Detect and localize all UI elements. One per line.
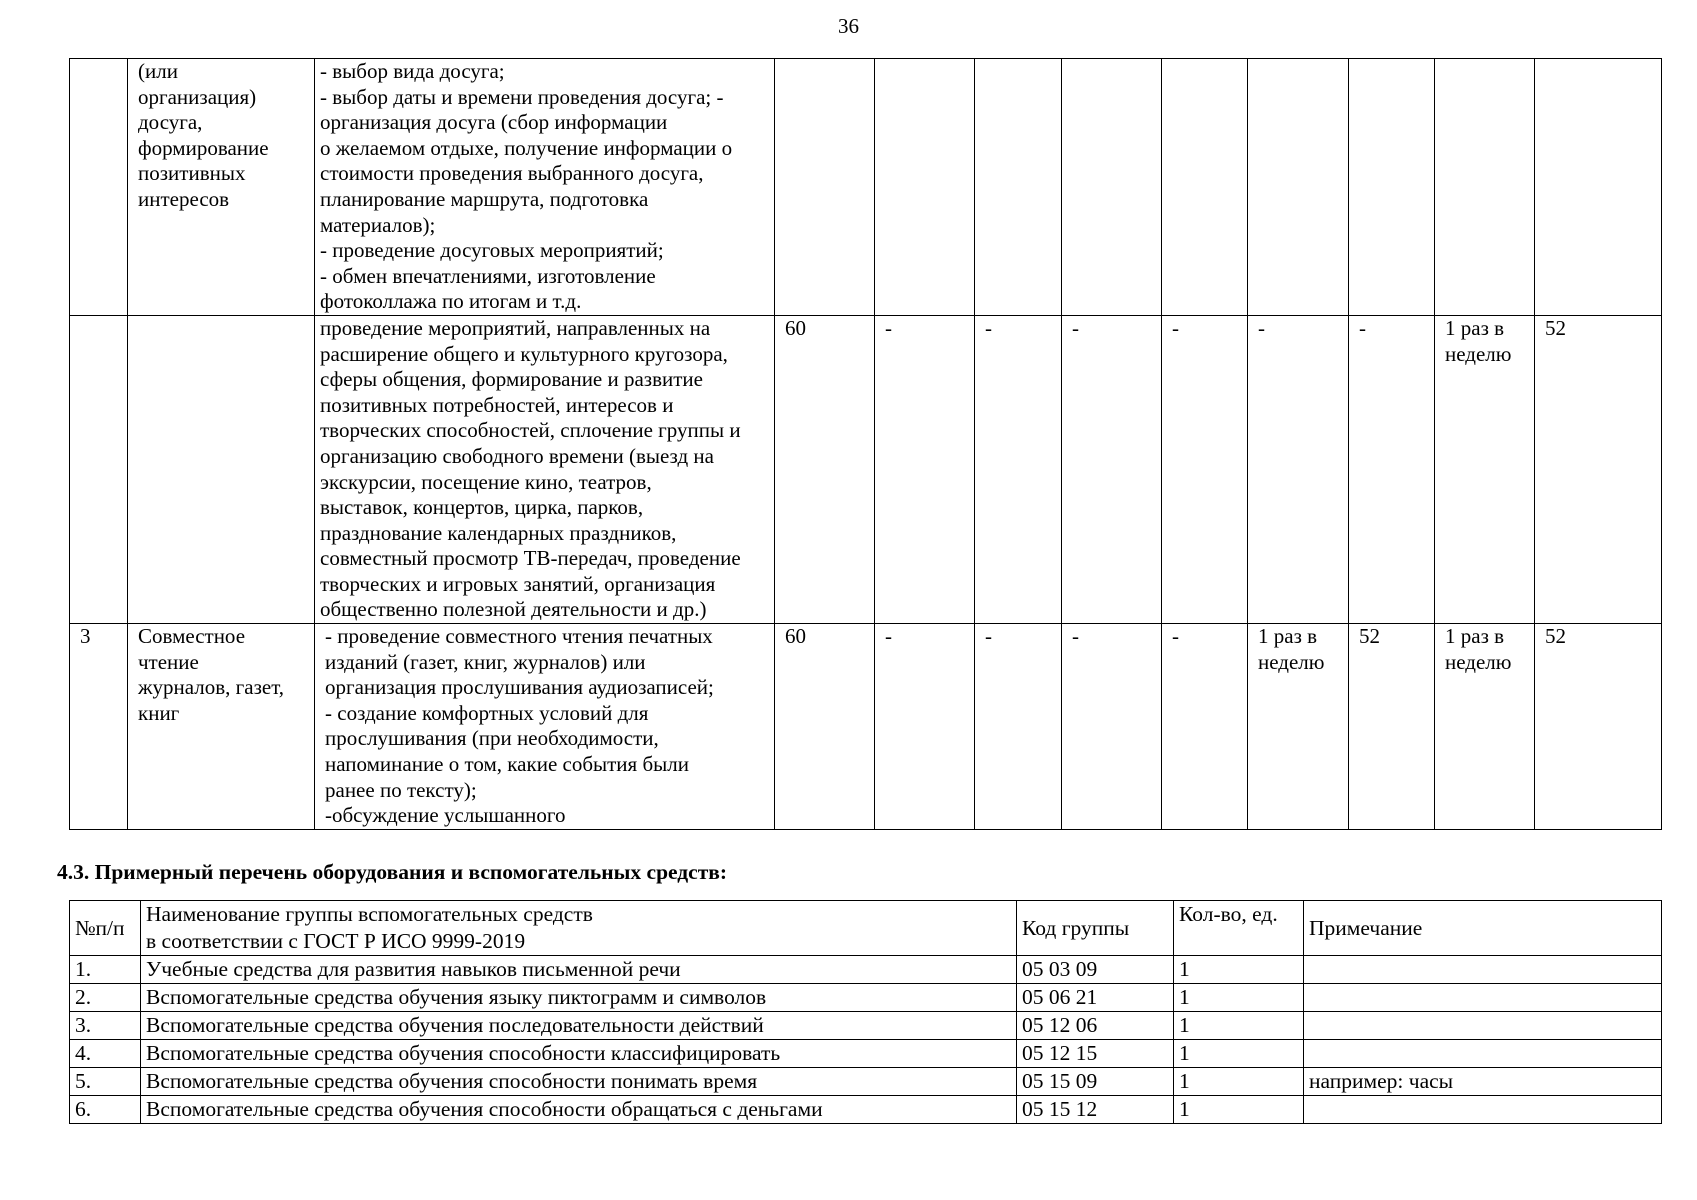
- activity-row: [70, 315, 1662, 623]
- activity-value-cell: [975, 59, 1062, 316]
- activity-title-line: Совместное: [138, 624, 246, 649]
- equipment-qty-cell: 1: [1174, 984, 1304, 1012]
- activity-description-line: - создание комфортных условий для: [325, 700, 649, 725]
- activity-description-line: организацию свободного времени (выезд на: [320, 443, 714, 468]
- equipment-name-cell: Вспомогательные средства обучения способности понимать время: [141, 1068, 1017, 1096]
- equipment-row: [70, 956, 1662, 984]
- activity-value-cell: -: [1162, 624, 1248, 830]
- page-number: 36: [838, 14, 859, 38]
- activity-description-line: творческих и игровых занятий, организация: [320, 571, 716, 596]
- activity-row: [70, 624, 1662, 830]
- activity-description-line: празднование календарных праздников,: [320, 520, 677, 545]
- activity-description-line: выставок, концертов, цирка, парков,: [320, 495, 644, 520]
- activity-value-cell: [1535, 59, 1662, 316]
- activity-description-line: организация досуга (сбор информации: [320, 110, 668, 135]
- activity-num-cell: [70, 59, 128, 316]
- activity-title-cell: [128, 315, 315, 623]
- activity-row: [70, 59, 1662, 316]
- activity-num-cell: [70, 315, 128, 623]
- equipment-name-cell: Вспомогательные средства обучения способности классифицировать: [141, 1040, 1017, 1068]
- activity-description-line: - выбор вида досуга;: [320, 59, 505, 83]
- equipment-row: [70, 1096, 1662, 1124]
- header-name-line1: Наименование группы вспомогательных средств: [146, 902, 593, 926]
- activity-description-line: планирование маршрута, подготовка: [320, 186, 649, 211]
- equipment-row: [70, 1068, 1662, 1096]
- activity-value-cell: 60: [775, 624, 875, 830]
- equipment-note-cell: [1304, 984, 1662, 1012]
- equipment-note-cell: [1304, 956, 1662, 984]
- section-heading: 4.3. Примерный перечень оборудования и вспомогательных средств:: [57, 860, 728, 884]
- equipment-name-cell: Вспомогательные средства обучения языку пиктограмм и символов: [141, 984, 1017, 1012]
- activity-description-line: о желаемом отдыхе, получение информации о: [320, 135, 733, 160]
- activity-description-line: - обмен впечатлениями, изготовление: [320, 263, 656, 288]
- activity-title-line: позитивных: [138, 161, 246, 186]
- activity-description-cell: [315, 59, 775, 316]
- activity-description-line: ранее по тексту);: [325, 777, 477, 802]
- activity-value-cell: 1 раз в неделю: [1435, 315, 1535, 623]
- equipment-num-cell: 4.: [70, 1040, 141, 1068]
- equipment-code-cell: 05 12 15: [1017, 1040, 1174, 1068]
- activity-value-cell: [1162, 59, 1248, 316]
- equipment-row: [70, 984, 1662, 1012]
- activity-description-line: изданий (газет, книг, журналов) или: [325, 649, 646, 674]
- activity-value-cell: -: [975, 315, 1062, 623]
- activity-value-cell: -: [975, 624, 1062, 830]
- activity-description-line: совместный просмотр ТВ-передач, проведение: [320, 546, 741, 571]
- header-note: Примечание: [1304, 901, 1662, 956]
- activity-value-cell: -: [1062, 624, 1162, 830]
- equipment-code-cell: 05 06 21: [1017, 984, 1174, 1012]
- activity-value-cell: 1 раз в неделю: [1435, 624, 1535, 830]
- equipment-name-cell: Вспомогательные средства обучения способности обращаться с деньгами: [141, 1096, 1017, 1124]
- equipment-num-cell: 6.: [70, 1096, 141, 1124]
- activity-description-line: - выбор даты и времени проведения досуга; -: [320, 84, 724, 109]
- activity-value-cell: 1 раз в неделю: [1248, 624, 1349, 830]
- activity-description-line: расширение общего и культурного кругозора,: [320, 341, 728, 366]
- activity-description-line: материалов);: [320, 212, 436, 237]
- activity-value-cell: [1349, 59, 1435, 316]
- activity-description-line: общественно полезной деятельности и др.): [320, 597, 707, 622]
- activity-value-cell: 52: [1349, 624, 1435, 830]
- header-code: Код группы: [1017, 901, 1174, 956]
- equipment-name-cell: Учебные средства для развития навыков письменной речи: [141, 956, 1017, 984]
- activity-value-cell: [1435, 59, 1535, 316]
- activity-description-line: фотоколлажа по итогам и т.д.: [320, 289, 582, 314]
- activity-value-cell: [1062, 59, 1162, 316]
- equipment-qty-cell: 1: [1174, 1096, 1304, 1124]
- header-name-line2: в соответствии с ГОСТ Р ИСО 9999-2019: [146, 929, 526, 953]
- equipment-code-cell: 05 15 12: [1017, 1096, 1174, 1124]
- activity-title-line: книг: [138, 700, 180, 725]
- activity-description-line: стоимости проведения выбранного досуга,: [320, 161, 704, 186]
- activity-value-cell: -: [875, 624, 975, 830]
- equipment-num-cell: 2.: [70, 984, 141, 1012]
- activity-description-line: организация прослушивания аудиозаписей;: [325, 675, 714, 700]
- equipment-code-cell: 05 03 09: [1017, 956, 1174, 984]
- activity-description-line: экскурсии, посещение кино, театров,: [320, 469, 652, 494]
- activity-description-cell: [315, 315, 775, 623]
- equipment-name-cell: Вспомогательные средства обучения последовательности действий: [141, 1012, 1017, 1040]
- equipment-table: [69, 900, 1662, 1124]
- activity-description-line: позитивных потребностей, интересов и: [320, 392, 674, 417]
- equipment-note-cell: например: часы: [1304, 1068, 1662, 1096]
- equipment-qty-cell: 1: [1174, 956, 1304, 984]
- activity-value-cell: [775, 59, 875, 316]
- header-qty: Кол-во, ед.: [1174, 901, 1304, 956]
- activity-value-cell: -: [1062, 315, 1162, 623]
- activity-value-cell: 52: [1535, 624, 1662, 830]
- equipment-note-cell: [1304, 1040, 1662, 1068]
- equipment-qty-cell: 1: [1174, 1040, 1304, 1068]
- activity-title-line: формирование: [138, 135, 269, 160]
- activity-value-cell: 52: [1535, 315, 1662, 623]
- header-name: [141, 901, 1017, 956]
- activity-title-line: досуга,: [138, 110, 203, 135]
- activity-value-cell: 60: [775, 315, 875, 623]
- activity-description-line: - проведение совместного чтения печатных: [325, 624, 713, 649]
- activity-description-line: - проведение досуговых мероприятий;: [320, 238, 664, 263]
- activity-description-line: проведение мероприятий, направленных на: [320, 315, 711, 340]
- equipment-qty-cell: 1: [1174, 1068, 1304, 1096]
- equipment-header-row: [70, 901, 1662, 956]
- activity-title-line: чтение: [138, 649, 199, 674]
- equipment-code-cell: 05 12 06: [1017, 1012, 1174, 1040]
- equipment-row: [70, 1012, 1662, 1040]
- activity-value-cell: -: [1349, 315, 1435, 623]
- equipment-code-cell: 05 15 09: [1017, 1068, 1174, 1096]
- activity-description-line: -обсуждение услышанного: [325, 803, 566, 828]
- activity-title-line: (или: [138, 59, 178, 83]
- activity-num-cell: 3: [70, 624, 128, 830]
- activity-title-cell: [128, 624, 315, 830]
- activity-description-line: напоминание о том, какие события были: [325, 752, 689, 777]
- activity-value-cell: -: [1162, 315, 1248, 623]
- activity-value-cell: -: [1248, 315, 1349, 623]
- activity-title-line: журналов, газет,: [138, 675, 285, 700]
- header-num: №п/п: [70, 901, 141, 956]
- activity-description-cell: [315, 624, 775, 830]
- activity-value-cell: [875, 59, 975, 316]
- equipment-num-cell: 3.: [70, 1012, 141, 1040]
- activity-description-line: творческих способностей, сплочение группы и: [320, 418, 741, 443]
- equipment-row: [70, 1040, 1662, 1068]
- equipment-num-cell: 1.: [70, 956, 141, 984]
- activity-title-cell: [128, 59, 315, 316]
- equipment-note-cell: [1304, 1012, 1662, 1040]
- equipment-num-cell: 5.: [70, 1068, 141, 1096]
- activity-title-line: организация): [138, 84, 257, 109]
- activity-title-line: интересов: [138, 186, 230, 211]
- activity-value-cell: [1248, 59, 1349, 316]
- activities-table: [69, 58, 1662, 830]
- equipment-qty-cell: 1: [1174, 1012, 1304, 1040]
- activity-description-line: прослушивания (при необходимости,: [325, 726, 659, 751]
- equipment-note-cell: [1304, 1096, 1662, 1124]
- activity-value-cell: -: [875, 315, 975, 623]
- activity-description-line: сферы общения, формирование и развитие: [320, 367, 703, 392]
